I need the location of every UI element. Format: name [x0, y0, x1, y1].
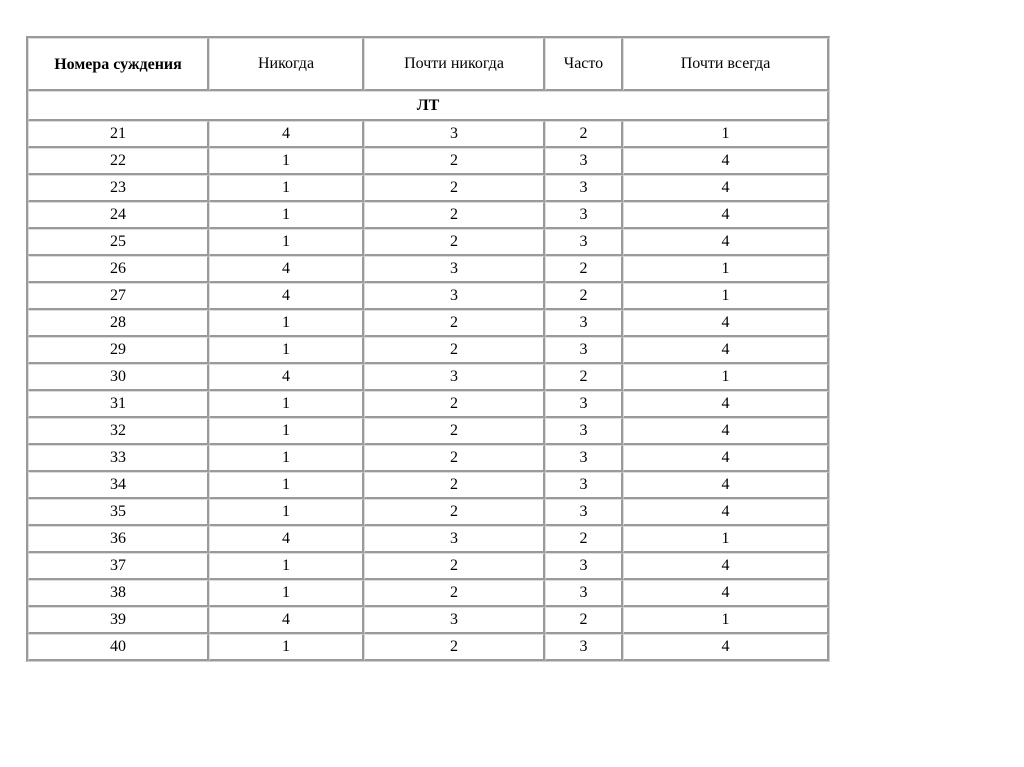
almost-always-cell: 4 — [623, 445, 829, 472]
statement-number-cell: 26 — [28, 256, 209, 283]
table-row — [28, 526, 829, 553]
almost-never-cell: 2 — [364, 175, 545, 202]
almost-always-cell: 4 — [623, 337, 829, 364]
almost-always-cell: 4 — [623, 553, 829, 580]
often-cell: 3 — [545, 553, 623, 580]
table-row — [28, 580, 829, 607]
never-cell: 1 — [209, 337, 364, 364]
almost-never-cell: 2 — [364, 202, 545, 229]
almost-never-cell: 3 — [364, 121, 545, 148]
statement-number-cell: 30 — [28, 364, 209, 391]
often-cell: 3 — [545, 148, 623, 175]
almost-always-cell: 1 — [623, 283, 829, 310]
never-cell: 4 — [209, 364, 364, 391]
never-cell: 4 — [209, 526, 364, 553]
statement-number-cell: 39 — [28, 607, 209, 634]
almost-always-cell: 4 — [623, 229, 829, 256]
table-row — [28, 229, 829, 256]
almost-never-cell: 2 — [364, 337, 545, 364]
almost-always-cell: 1 — [623, 364, 829, 391]
almost-never-cell: 2 — [364, 229, 545, 256]
almost-always-cell: 4 — [623, 580, 829, 607]
statement-number-cell: 36 — [28, 526, 209, 553]
statement-number-cell: 32 — [28, 418, 209, 445]
header-often: Часто — [545, 38, 623, 91]
often-cell: 3 — [545, 229, 623, 256]
never-cell: 4 — [209, 121, 364, 148]
almost-always-cell: 4 — [623, 499, 829, 526]
almost-never-cell: 2 — [364, 148, 545, 175]
almost-always-cell: 4 — [623, 391, 829, 418]
almost-always-cell: 4 — [623, 175, 829, 202]
often-cell: 2 — [545, 256, 623, 283]
statement-number-cell: 28 — [28, 310, 209, 337]
almost-never-cell: 3 — [364, 526, 545, 553]
table-row — [28, 283, 829, 310]
almost-always-cell: 4 — [623, 472, 829, 499]
almost-never-cell: 3 — [364, 607, 545, 634]
never-cell: 1 — [209, 310, 364, 337]
almost-never-cell: 3 — [364, 256, 545, 283]
header-row — [28, 38, 829, 91]
never-cell: 1 — [209, 418, 364, 445]
almost-never-cell: 2 — [364, 499, 545, 526]
often-cell: 3 — [545, 391, 623, 418]
header-statement-number: Номера суждения — [28, 38, 209, 91]
often-cell: 3 — [545, 310, 623, 337]
statement-number-cell: 25 — [28, 229, 209, 256]
never-cell: 4 — [209, 283, 364, 310]
table-row — [28, 634, 829, 661]
never-cell: 1 — [209, 553, 364, 580]
almost-never-cell: 2 — [364, 445, 545, 472]
often-cell: 2 — [545, 526, 623, 553]
almost-never-cell: 2 — [364, 634, 545, 661]
almost-always-cell: 1 — [623, 607, 829, 634]
table-row — [28, 121, 829, 148]
almost-never-cell: 3 — [364, 283, 545, 310]
often-cell: 3 — [545, 337, 623, 364]
almost-never-cell: 2 — [364, 391, 545, 418]
statement-number-cell: 21 — [28, 121, 209, 148]
statement-number-cell: 31 — [28, 391, 209, 418]
often-cell: 3 — [545, 580, 623, 607]
never-cell: 1 — [209, 175, 364, 202]
almost-never-cell: 3 — [364, 364, 545, 391]
never-cell: 1 — [209, 634, 364, 661]
table-row — [28, 202, 829, 229]
almost-never-cell: 2 — [364, 580, 545, 607]
almost-always-cell: 1 — [623, 256, 829, 283]
table-body — [28, 38, 829, 661]
statement-number-cell: 34 — [28, 472, 209, 499]
statement-number-cell: 23 — [28, 175, 209, 202]
often-cell: 3 — [545, 634, 623, 661]
table-row — [28, 175, 829, 202]
header-never: Никогда — [209, 38, 364, 91]
header-almost-always: Почти всегда — [623, 38, 829, 91]
table-row — [28, 553, 829, 580]
never-cell: 1 — [209, 148, 364, 175]
statement-number-cell: 37 — [28, 553, 209, 580]
statement-number-cell: 35 — [28, 499, 209, 526]
never-cell: 4 — [209, 256, 364, 283]
almost-always-cell: 4 — [623, 310, 829, 337]
often-cell: 2 — [545, 283, 623, 310]
table-row — [28, 418, 829, 445]
often-cell: 3 — [545, 175, 623, 202]
almost-always-cell: 4 — [623, 418, 829, 445]
table-row — [28, 391, 829, 418]
table-row — [28, 445, 829, 472]
scoring-table — [26, 36, 830, 662]
section-label: ЛТ — [28, 91, 829, 121]
header-almost-never: Почти никогда — [364, 38, 545, 91]
table-row — [28, 337, 829, 364]
almost-never-cell: 2 — [364, 418, 545, 445]
table-row — [28, 148, 829, 175]
statement-number-cell: 22 — [28, 148, 209, 175]
often-cell: 3 — [545, 445, 623, 472]
never-cell: 1 — [209, 202, 364, 229]
statement-number-cell: 33 — [28, 445, 209, 472]
statement-number-cell: 40 — [28, 634, 209, 661]
statement-number-cell: 38 — [28, 580, 209, 607]
almost-never-cell: 2 — [364, 553, 545, 580]
table-row — [28, 310, 829, 337]
section-row — [28, 91, 829, 121]
never-cell: 1 — [209, 445, 364, 472]
almost-never-cell: 2 — [364, 472, 545, 499]
almost-always-cell: 4 — [623, 148, 829, 175]
often-cell: 3 — [545, 202, 623, 229]
never-cell: 1 — [209, 472, 364, 499]
statement-number-cell: 29 — [28, 337, 209, 364]
table-row — [28, 607, 829, 634]
never-cell: 1 — [209, 391, 364, 418]
table-row — [28, 499, 829, 526]
almost-always-cell: 4 — [623, 202, 829, 229]
almost-never-cell: 2 — [364, 310, 545, 337]
almost-always-cell: 4 — [623, 634, 829, 661]
never-cell: 1 — [209, 580, 364, 607]
never-cell: 1 — [209, 229, 364, 256]
often-cell: 3 — [545, 472, 623, 499]
never-cell: 1 — [209, 499, 364, 526]
often-cell: 2 — [545, 364, 623, 391]
almost-always-cell: 1 — [623, 526, 829, 553]
often-cell: 3 — [545, 499, 623, 526]
almost-always-cell: 1 — [623, 121, 829, 148]
table-row — [28, 472, 829, 499]
never-cell: 4 — [209, 607, 364, 634]
statement-number-cell: 27 — [28, 283, 209, 310]
statement-number-cell: 24 — [28, 202, 209, 229]
often-cell: 3 — [545, 418, 623, 445]
table-row — [28, 364, 829, 391]
often-cell: 2 — [545, 607, 623, 634]
often-cell: 2 — [545, 121, 623, 148]
table-row — [28, 256, 829, 283]
